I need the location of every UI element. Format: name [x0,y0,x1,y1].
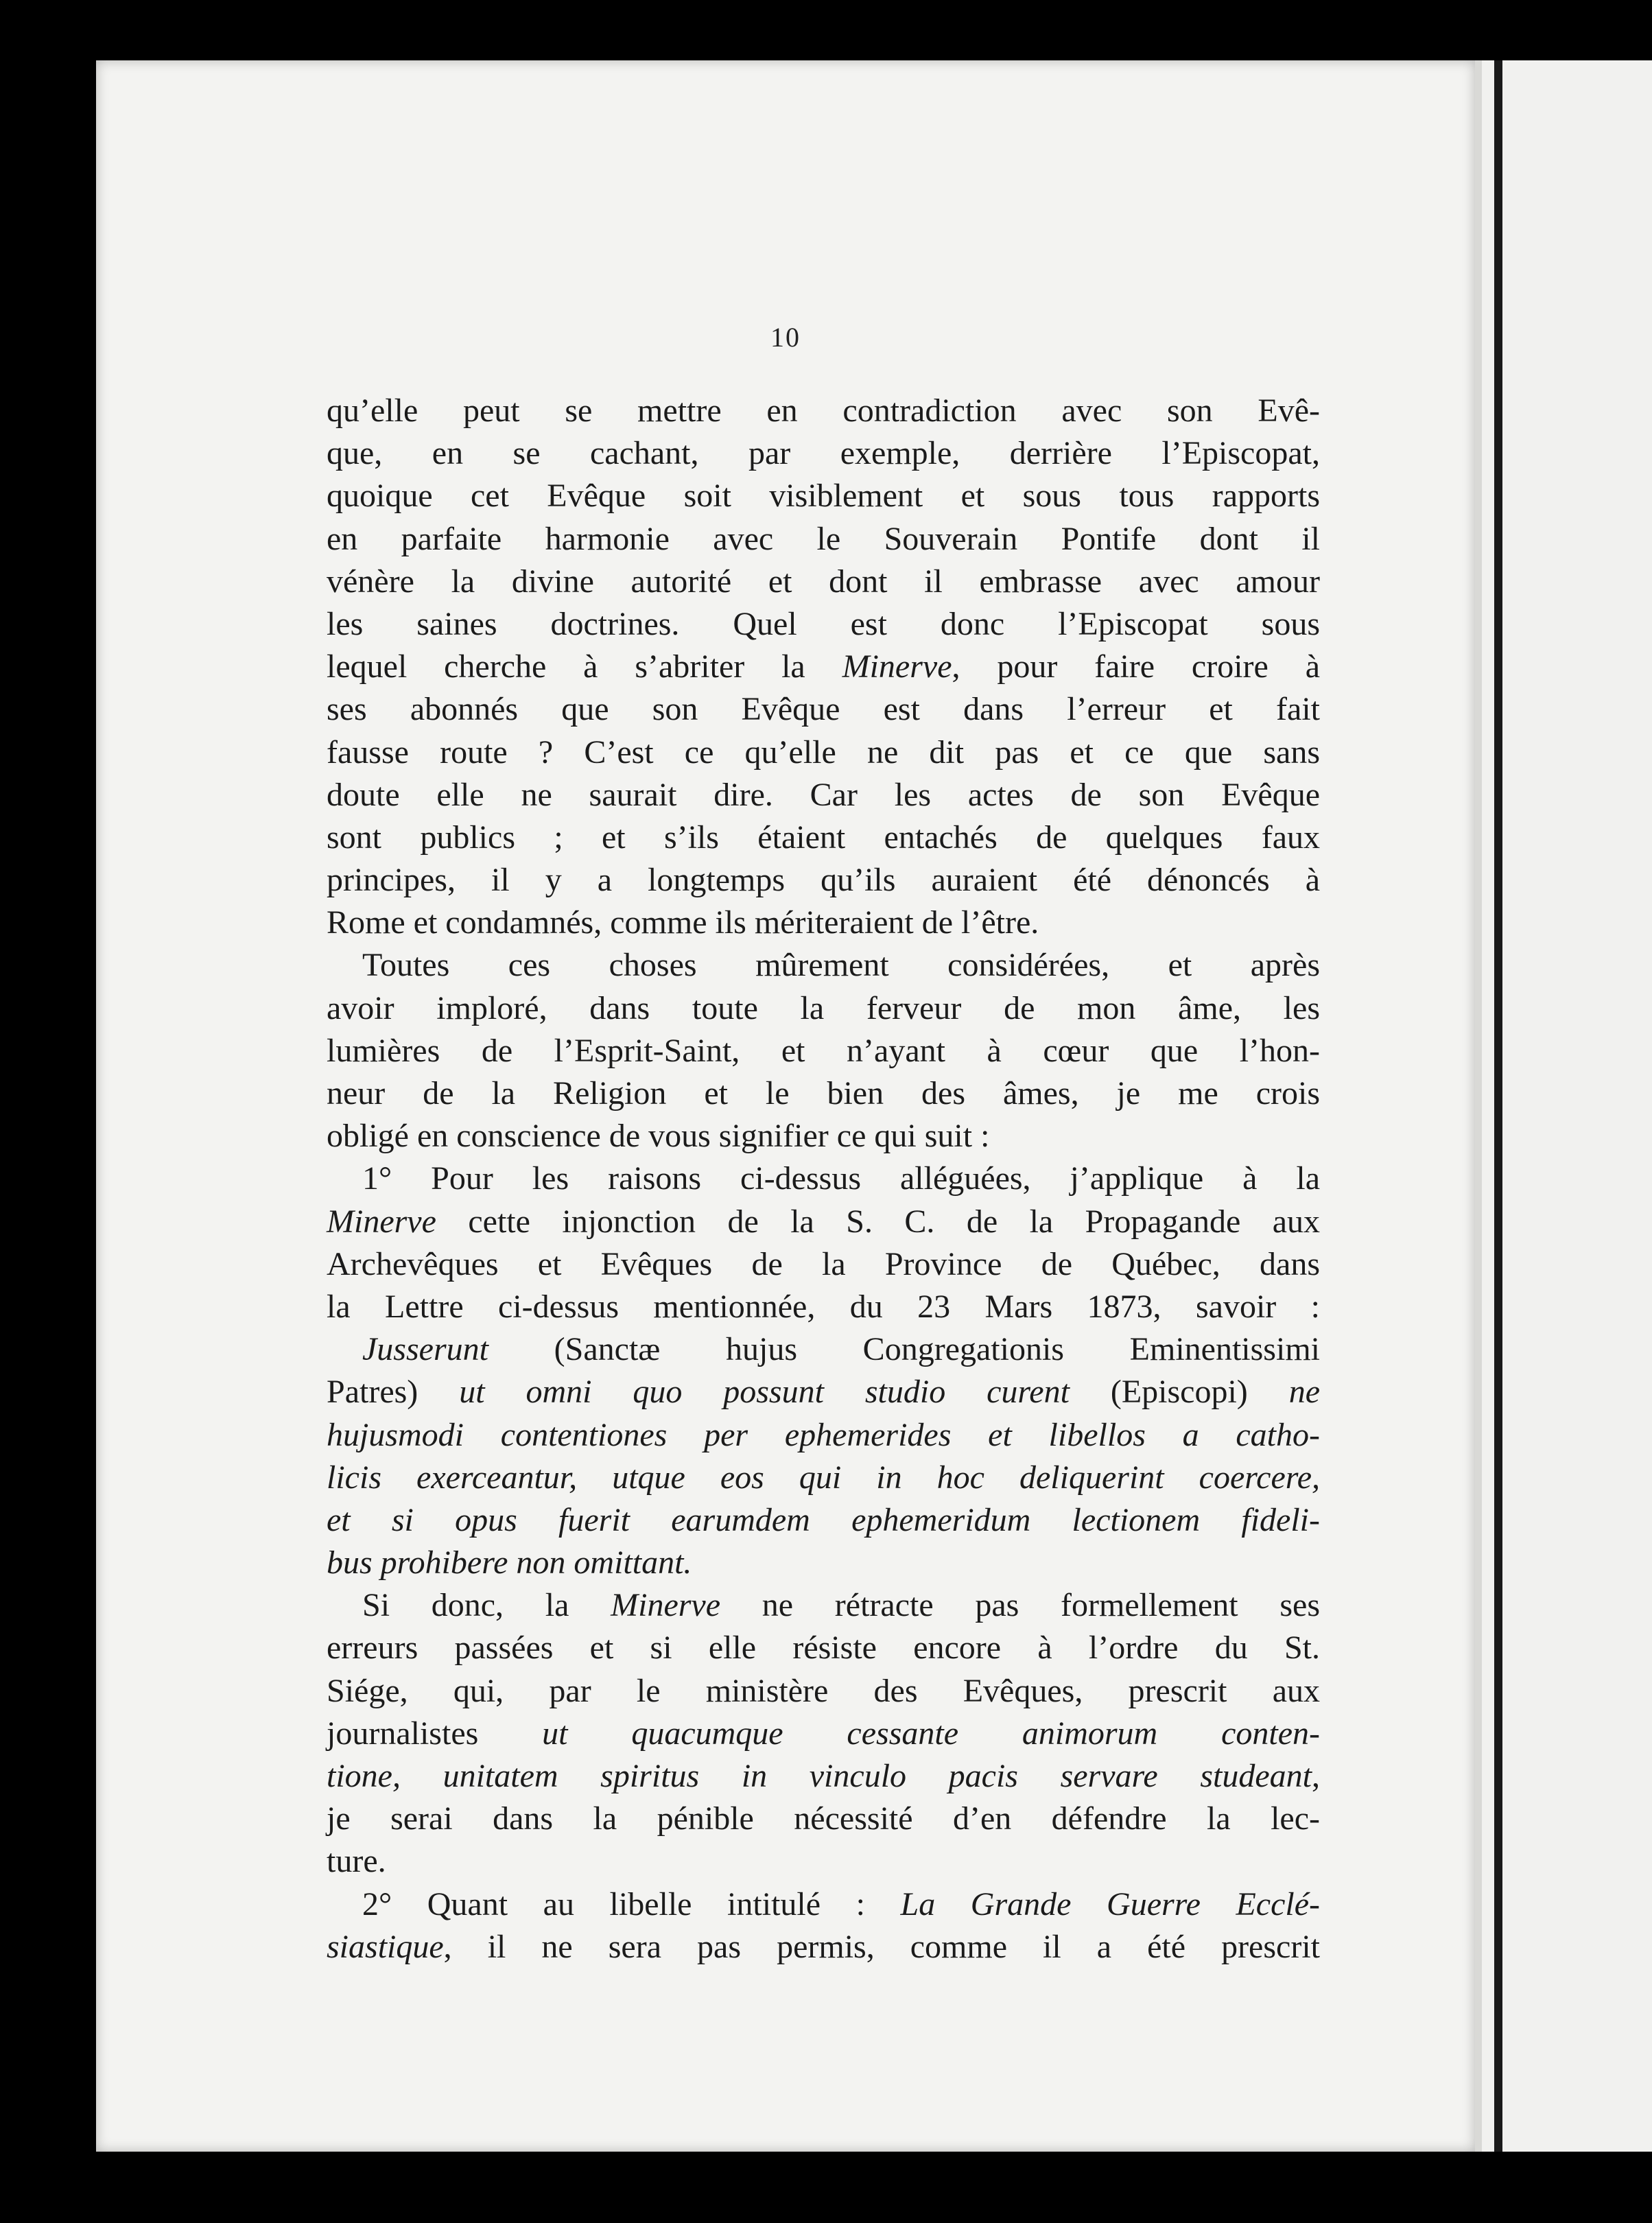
page-number: 10 [770,322,801,353]
text-run: ne rétracte pas formellement ses [720,1587,1320,1624]
italic-text: siastique [327,1928,444,1965]
text-line [327,1883,1320,1926]
text-line [327,1798,1320,1840]
text-run: principes, il y a longtemps qu’ils auraient été dénoncés à [327,862,1320,899]
text-run: quoique cet Evêque soit visiblement et sous tous rapports [327,478,1320,515]
text-line [327,1499,1320,1542]
italic-text: ut omni quo possunt studio curent [459,1374,1070,1411]
text-run: , pour faire croire à [952,648,1320,685]
text-line [327,987,1320,1030]
text-run: 1° Pour les raisons ci-dessus alléguées, j’applique à la [362,1160,1320,1197]
text-line [327,1670,1320,1713]
text-line [327,1201,1320,1243]
text-line [327,774,1320,816]
text-run: doute elle ne saurait dire. Car les actes de son Evêque [327,776,1320,813]
text-line [327,475,1320,517]
text-line [327,432,1320,475]
text-run: les saines doctrines. Quel est donc l’Episcopat sous [327,605,1320,642]
text-line [327,1584,1320,1627]
binding-spine [1494,60,1502,2152]
text-line [327,1713,1320,1755]
italic-text: ut quacumque cessante animorum conten- [542,1715,1320,1752]
text-run: journalistes [327,1715,543,1752]
text-line [327,944,1320,987]
text-run: ses abonnés que son Evêque est dans l’erreur et fait [327,691,1320,728]
text-line [327,902,1320,944]
text-line [327,1286,1320,1328]
text-run: fausse route ? C’est ce qu’elle ne dit pas et ce que sans [327,733,1320,771]
text-run: (Episcopi) [1069,1374,1289,1411]
text-run: lumières de l’Esprit-Saint, et n’ayant à cœur que l’hon- [327,1032,1320,1069]
text-line [327,1926,1320,1968]
text-run: , il ne sera pas permis, comme il a été prescrit [443,1928,1320,1965]
text-run: cette injonction de la S. C. de la Propagande aux [436,1203,1320,1240]
document-page [96,60,1475,2152]
text-run: obligé en conscience de vous signifier ce qui suit : [327,1118,990,1155]
italic-text: hujusmodi contentiones per ephemerides et libellos a catho- [327,1416,1320,1453]
text-line [327,1030,1320,1072]
text-run: Archevêques et Evêques de la Province de Québec, dans [327,1245,1320,1282]
text-run: je serai dans la pénible nécessité d’en défendre la lec- [327,1800,1320,1837]
text-run: Rome et condamnés, comme ils mériteraient de l’être. [327,904,1039,941]
text-line [327,688,1320,731]
text-run: vénère la divine autorité et dont il embrasse avec amour [327,563,1320,600]
italic-text: Minerve [842,648,952,685]
italic-text: ne [1288,1374,1320,1411]
page-edge [1475,60,1482,2152]
text-run: Toutes ces choses mûrement considérées, et après [362,947,1320,984]
text-line [327,561,1320,603]
text-line [327,1328,1320,1371]
text-line [327,1072,1320,1115]
text-line [327,1414,1320,1457]
italic-text: Minerve [611,1587,721,1624]
italic-text: bus prohibere non omittant. [327,1544,692,1581]
text-line [327,1157,1320,1200]
body-text [327,390,1320,1968]
text-line [327,1243,1320,1286]
text-line [327,1371,1320,1413]
text-run: Patres) [327,1374,460,1411]
text-line [327,1457,1320,1499]
text-run: erreurs passées et si elle résiste encore à l’ordre du St. [327,1630,1320,1667]
text-run: Siége, qui, par le ministère des Evêques, prescrit aux [327,1672,1320,1709]
text-line [327,1840,1320,1883]
text-run: , [1312,1758,1320,1794]
text-line [327,1627,1320,1669]
italic-text: et si opus fuerit earumdem ephemeridum lectionem fideli- [327,1501,1320,1538]
text-line [327,859,1320,902]
text-line [327,731,1320,774]
italic-text: tione, unitatem spiritus in vinculo pacis servare studeant [327,1758,1312,1794]
text-run: (Sanctæ hujus Congregationis Eminentissimi [488,1331,1320,1368]
text-line [327,1755,1320,1798]
text-run: avoir imploré, dans toute la ferveur de mon âme, les [327,989,1320,1026]
italic-text: Jusserunt [362,1331,488,1368]
facing-page-edge [1482,60,1652,2152]
text-line [327,1115,1320,1157]
text-run: Si donc, la [362,1587,611,1624]
italic-text: La Grande Guerre Ecclé- [900,1885,1321,1922]
text-line [327,603,1320,646]
text-line [327,646,1320,688]
text-run: qu’elle peut se mettre en contradiction avec son Evê- [327,392,1320,429]
text-line [327,518,1320,561]
italic-text: Minerve [327,1203,436,1240]
text-run: neur de la Religion et le bien des âmes, je me crois [327,1075,1320,1112]
italic-text: licis exerceantur, utque eos qui in hoc deliquerint coercere, [327,1459,1320,1496]
text-run: sont publics ; et s’ils étaient entachés de quelques faux [327,819,1320,856]
text-run: ture. [327,1843,386,1880]
text-run: lequel cherche à s’abriter la [327,648,842,685]
text-line [327,390,1320,432]
text-run: en parfaite harmonie avec le Souverain Pontife dont il [327,520,1320,557]
text-line [327,816,1320,859]
text-run: 2° Quant au libelle intitulé : [362,1885,901,1922]
text-run: que, en se cachant, par exemple, derrière l’Episcopat, [327,435,1320,472]
text-run: la Lettre ci-dessus mentionnée, du 23 Mars 1873, savoir : [327,1288,1320,1325]
text-line [327,1542,1320,1584]
